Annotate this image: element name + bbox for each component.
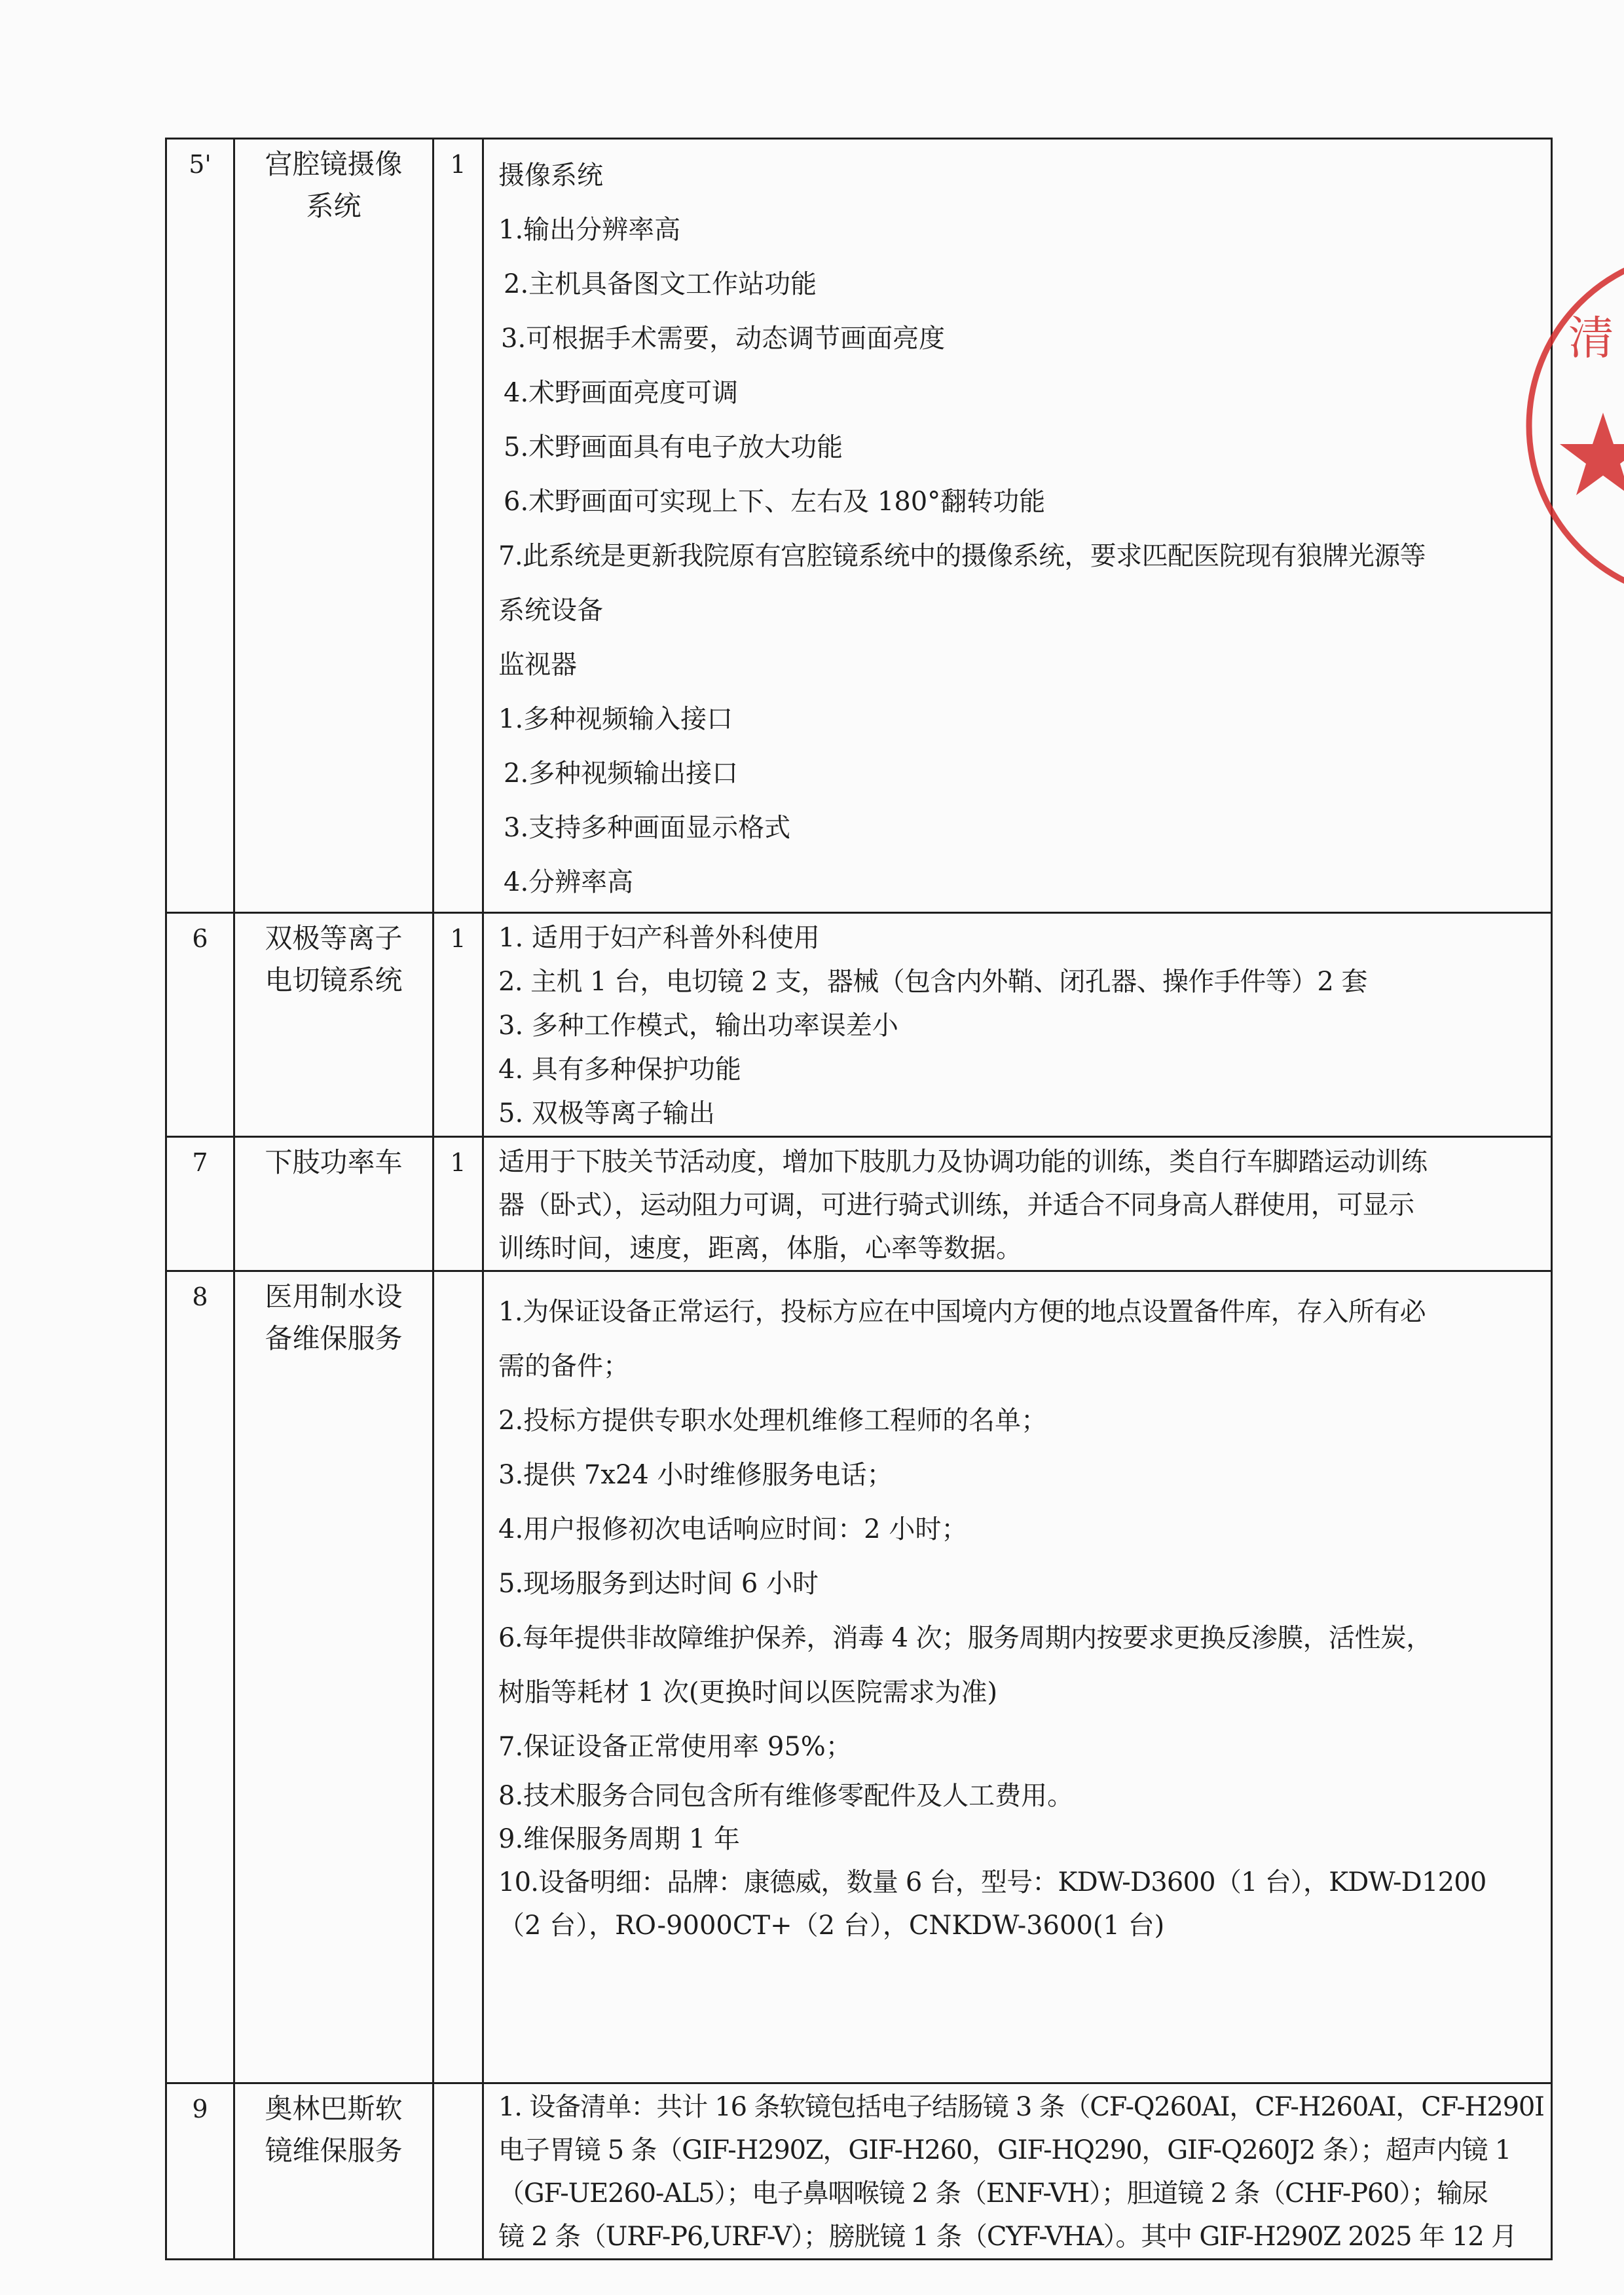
row-number: 6 <box>166 913 234 1137</box>
item-name: 下肢功率车 <box>234 1137 434 1271</box>
item-quantity: 1 <box>434 1137 483 1271</box>
item-requirements: 适用于下肢关节活动度，增加下肢肌力及协调功能的训练，类自行车脚踏运动训练 器（卧式），运动阻力可调，可进行骑式训练，并适合不同身高人群使用，可显示 训练时间，速度，距离，体脂，心率等数据。 <box>483 1137 1552 1271</box>
item-name: 奥林巴斯软 镜维保服务 <box>234 2083 434 2260</box>
item-quantity <box>434 2083 483 2260</box>
red-seal-stamp <box>1506 249 1624 616</box>
item-requirements: 1. 适用于妇产科普外科使用 2. 主机 1 台，电切镜 2 支，器械（包含内外鞘、闭孔器、操作手件等）2 套 3. 多种工作模式，输出功率误差小 4. 具有多种保护功能 5. 双极等离子输出 <box>483 913 1552 1137</box>
item-requirements: 1.为保证设备正常运行，投标方应在中国境内方便的地点设置备件库，存入所有必 需的备件； 2.投标方提供专职水处理机维修工程师的名单； 3.提供 7x24 小时维修服务电话； 4.用户报修初次电话响应时间：2 小时； 5.现场服务到达时间 6 小时 6.每年提供非故障维护保养，消毒 4 次；服务周期内按要求更换反渗膜，活性炭， 树脂等耗材 1 次(更换时间以医院需求为准) 7.保证设备正常使用率 95%； 8.技术服务合同包含所有维修零配件及人工费用。 9.维保服务周期 1 年 10.设备明细：品牌：康德威，数量 6 台，型号：KDW-D3600（1 台），KDW-D1200 （2 台），RO-9000CT+（2 台），CNKDW-3600(1 台) <box>483 1271 1552 2083</box>
item-requirements: 1. 设备清单：共计 16 条软镜包括电子结肠镜 3 条（CF-Q260AI，CF-H260AI，CF-H290I 电子胃镜 5 条（GIF-H290Z，GIF-H260，GIF-HQ290，GIF-Q260J2 条）；超声内镜 1 （GF-UE260-AL5）；电子鼻咽喉镜 2 条（ENF-VH）；胆道镜 2 条（CHF-P60）；输尿 镜 2 条（URF-P6,URF-V）；膀胱镜 1 条（CYF-VHA）。其中 GIF-H290Z 2025 年 12 月 <box>483 2083 1552 2260</box>
table-row <box>166 139 1552 913</box>
item-name: 医用制水设 备维保服务 <box>234 1271 434 2083</box>
row-number: 5' <box>166 139 234 913</box>
item-requirements: 摄像系统 1.输出分辨率高 2.主机具备图文工作站功能 3.可根据手术需要，动态调节画面亮度 4.术野画面亮度可调 5.术野画面具有电子放大功能 6.术野画面可实现上下、左右及 180°翻转功能 7.此系统是更新我院原有宫腔镜系统中的摄像系统，要求匹配医院现有狼牌光源等 系统设备 监视器 1.多种视频输入接口 2.多种视频输出接口 3.支持多种画面显示格式 4.分辨率高 <box>483 139 1552 913</box>
row-number: 9 <box>166 2083 234 2260</box>
item-quantity: 1 <box>434 139 483 913</box>
item-quantity: 1 <box>434 913 483 1137</box>
svg-text:清: 清 <box>1568 311 1614 365</box>
table-row <box>166 1137 1552 1271</box>
item-name: 宫腔镜摄像 系统 <box>234 139 434 913</box>
item-name: 双极等离子 电切镜系统 <box>234 913 434 1137</box>
row-number: 8 <box>166 1271 234 2083</box>
row-number: 7 <box>166 1137 234 1271</box>
spec-table <box>165 138 1553 2260</box>
item-quantity <box>434 1271 483 2083</box>
table-row <box>166 1271 1552 2083</box>
table-row <box>166 913 1552 1137</box>
table-row <box>166 2083 1552 2260</box>
